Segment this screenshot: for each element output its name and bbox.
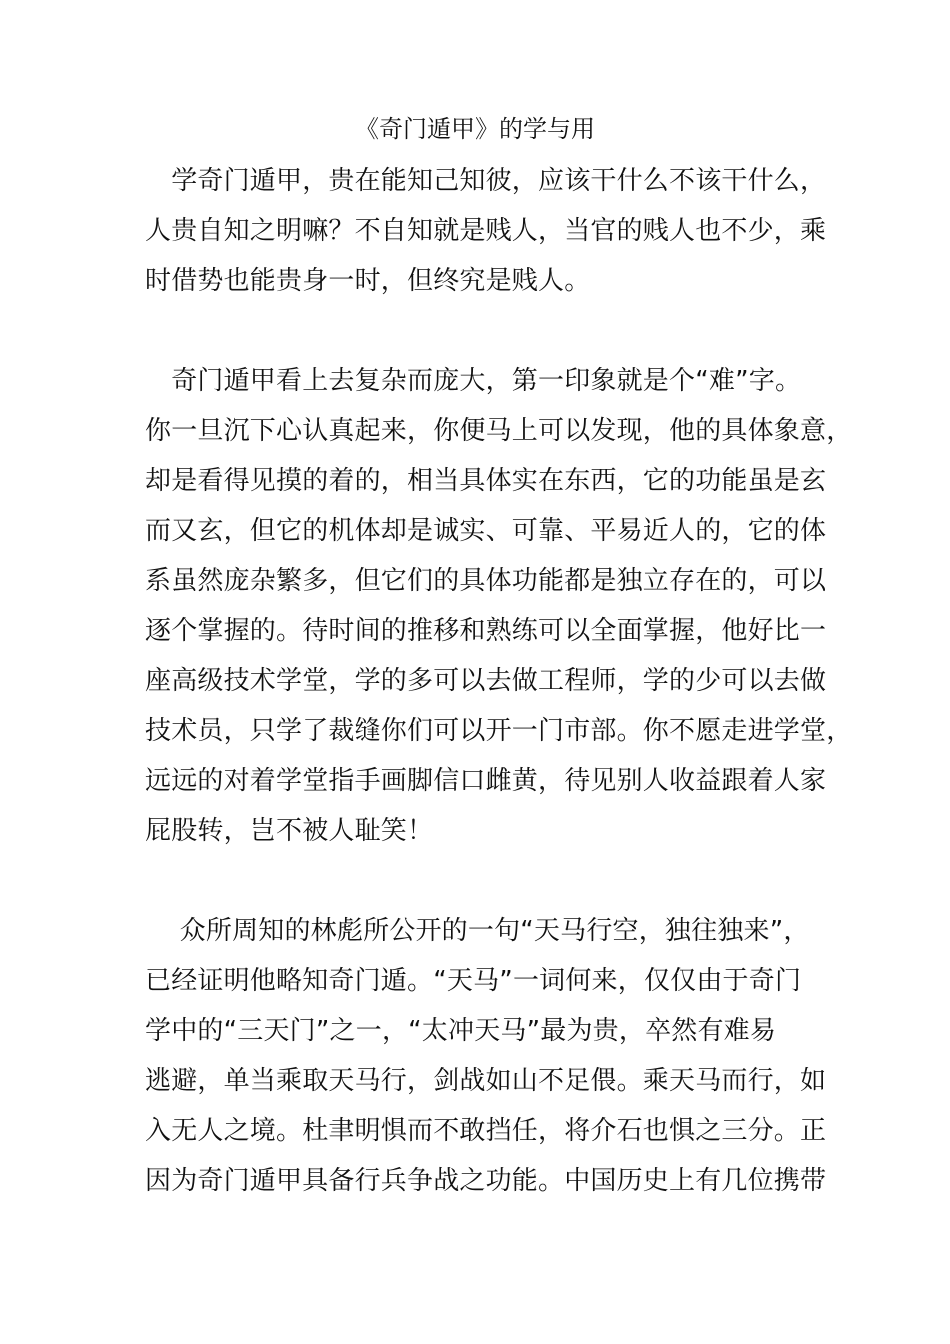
paragraph-line: 技术员，只学了裁缝你们可以开一门市部。你不愿走进学堂， <box>145 716 853 746</box>
paragraph-line: 因为奇门遁甲具备行兵争战之功能。中国历史上有几位携带 <box>145 1166 827 1196</box>
paragraph-line: 时借势也能贵身一时，但终究是贱人。 <box>145 266 591 296</box>
paragraph-line: 却是看得见摸的着的，相当具体实在东西，它的功能虽是玄 <box>145 466 827 496</box>
paragraph-line: 学中的“三天门”之一，“太冲天马”最为贵，卒然有难易 <box>145 1016 777 1046</box>
paragraph-line: 人贵自知之明嘛？不自知就是贱人，当官的贱人也不少，乘 <box>145 216 827 246</box>
paragraph-line: 系虽然庞杂繁多，但它们的具体功能都是独立存在的，可以 <box>145 566 827 596</box>
document-title: 《奇门遁甲》的学与用 <box>355 115 595 143</box>
paragraph-line: 逃避，单当乘取天马行，剑战如山不足偎。乘天马而行，如 <box>145 1066 827 1096</box>
paragraph-line: 远远的对着学堂指手画脚信口雌黄，待见别人收益跟着人家 <box>145 766 827 796</box>
paragraph-line: 你一旦沉下心认真起来，你便马上可以发现，他的具体象意， <box>145 416 853 446</box>
paragraph-line: 已经证明他略知奇门遁。“天马”一词何来，仅仅由于奇门 <box>145 966 802 996</box>
paragraph-line: 学奇门遁甲，贵在能知己知彼，应该干什么不该干什么， <box>145 166 827 196</box>
paragraph-line: 奇门遁甲看上去复杂而庞大，第一印象就是个“难”字。 <box>145 366 802 396</box>
paragraph-line: 入无人之境。杜聿明惧而不敢挡任，将介石也惧之三分。正 <box>145 1116 827 1146</box>
paragraph-line: 逐个掌握的。待时间的推移和熟练可以全面掌握，他好比一 <box>145 616 827 646</box>
paragraph-line: 而又玄，但它的机体却是诚实、可靠、平易近人的，它的体 <box>145 516 827 546</box>
paragraph-line: 座高级技术学堂，学的多可以去做工程师，学的少可以去做 <box>145 666 827 696</box>
paragraph-line: 众所周知的林彪所公开的一句“天马行空，独往独来”， <box>145 916 810 946</box>
paragraph-line: 屁股转，岂不被人耻笑！ <box>145 816 434 846</box>
